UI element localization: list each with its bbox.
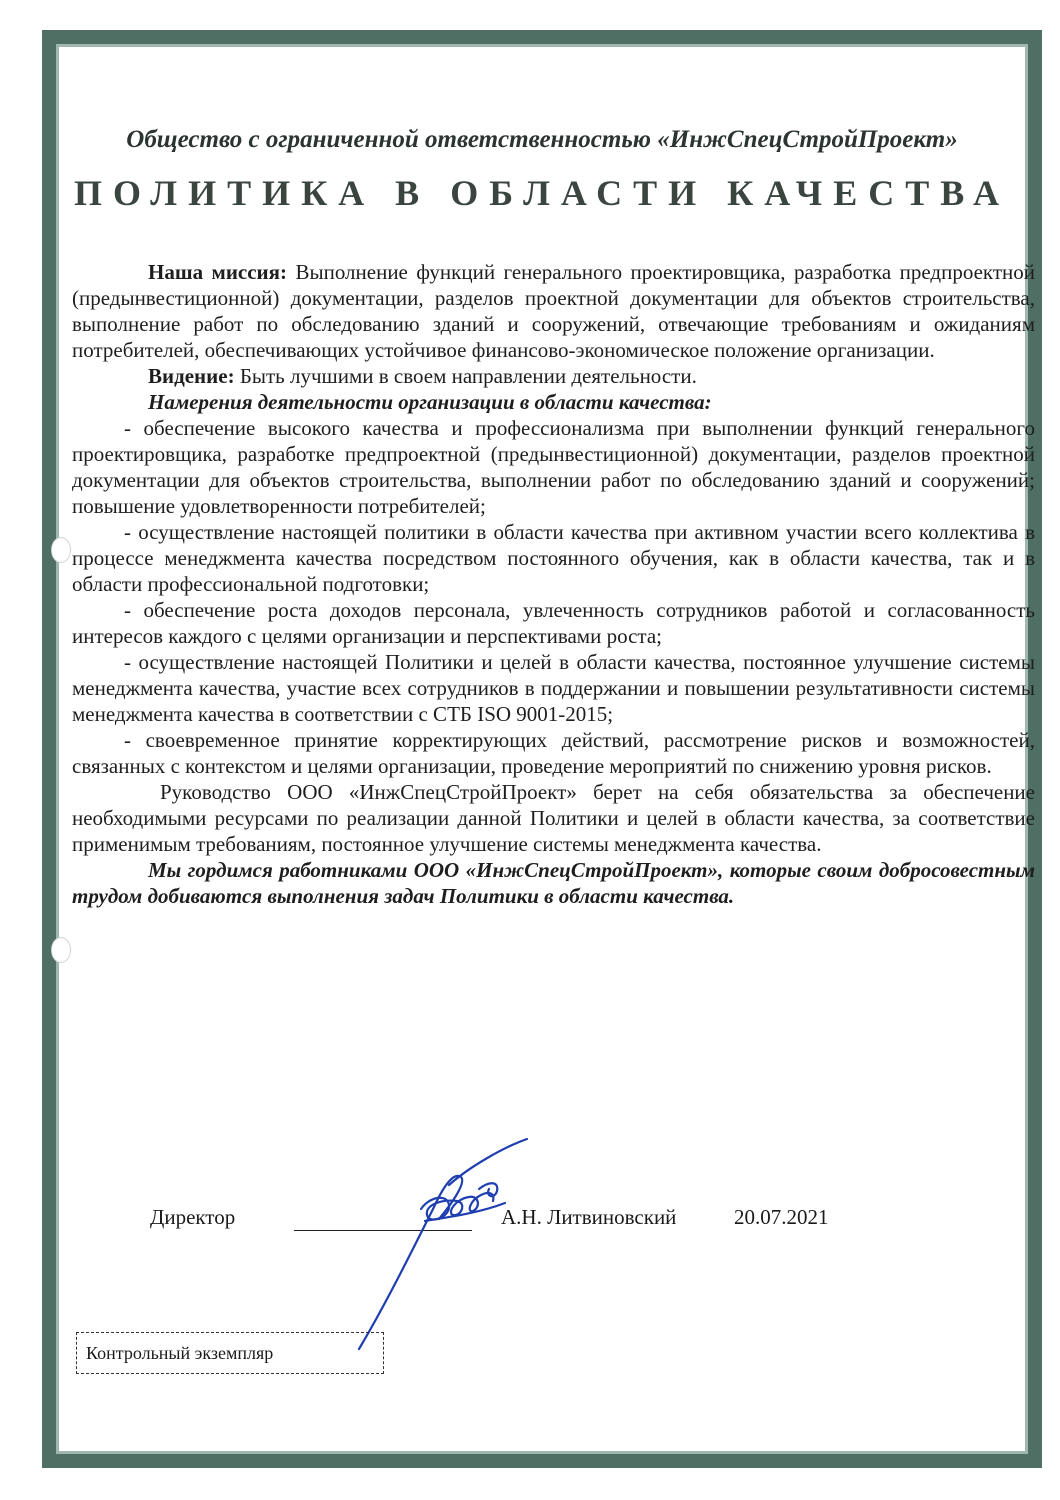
intention-item: - обеспечение высокого качества и профессионализма при выполнении функций генерального проектировщика, разработке предпроектной (предынвестиционной) документации, разделов проектной документации для объектов строительства, выполнении работ по обследованию зданий и сооружений; повышение удовлетворенности потребителей; [72,416,1035,518]
signer-position: Директор [150,1205,236,1229]
punch-hole [52,938,70,962]
vision-label: Видение: [148,364,235,388]
organization-name: Общество с ограниченной ответственностью «ИнжСпецСтройПроект» [126,126,958,153]
intention-item: - осуществление настоящей Политики и целей в области качества, постоянное улучшение системы менеджмента качества, участие всех сотрудников в поддержании и повышении результативности системы менеджмента качества в соответствии с СТБ ISO 9001-2015; [72,650,1035,726]
signature-date: 20.07.2021 [734,1205,829,1229]
handwritten-signature [329,1137,529,1357]
vision-text: Быть лучшими в своем направлении деятельности. [234,364,697,388]
control-copy-stamp: Контрольный экземпляр [76,1332,384,1374]
intention-item: - осуществление настоящей политики в области качества при активном участии всего коллектива в процессе менеджмента качества посредством постоянного обучения, как в области качества, так и в области профессиональной подготовки; [72,520,1035,596]
intention-item: - обеспечение роста доходов персонала, увлеченность сотрудников работой и согласованность интересов каждого с целями организации и перспективами роста; [72,598,1035,648]
commitment-paragraph: Руководство ООО «ИнжСпецСтройПроект» берет на себя обязательства за обеспечение необходимыми ресурсами по реализации данной Политики и целей в области качества, за соответствие применимым требованиям, постоянное улучшение системы менеджмента качества. [72,780,1035,856]
page-content [56,44,1035,1454]
intentions-heading: Намерения деятельности организации в области качества: [148,390,712,414]
signature-row [139,1199,939,1239]
page-frame [42,30,1042,1468]
signer-name: А.Н. Литвиновский [501,1205,677,1229]
vision-paragraph [72,363,1035,389]
document-title: ПОЛИТИКА В ОБЛАСТИ КАЧЕСТВА [74,173,1010,213]
mission-text: Выполнение функций генерального проектировщика, разработка предпроектной (предынвестиционной) документации, разделов проектной документации для объектов строительства, выполнение работ по обследованию зданий и сооружений, отвечающие требованиям и ожиданиям потребителей, обеспечивающих устойчивое финансово-экономическое положение организации. [72,260,1035,362]
document-body [72,259,1035,909]
pride-paragraph: Мы гордимся работниками ООО «ИнжСпецСтройПроект», которые своим добросовестным трудом добиваются выполнения задач Политики в области качества. [72,858,1035,908]
mission-paragraph [72,259,1035,363]
intention-item: - своевременное принятие корректирующих действий, рассмотрение рисков и возможностей, связанных с контекстом и целями организации, проведение мероприятий по снижению уровня рисков. [72,728,1035,778]
punch-hole [52,538,70,562]
mission-label: Наша миссия: [148,260,288,284]
